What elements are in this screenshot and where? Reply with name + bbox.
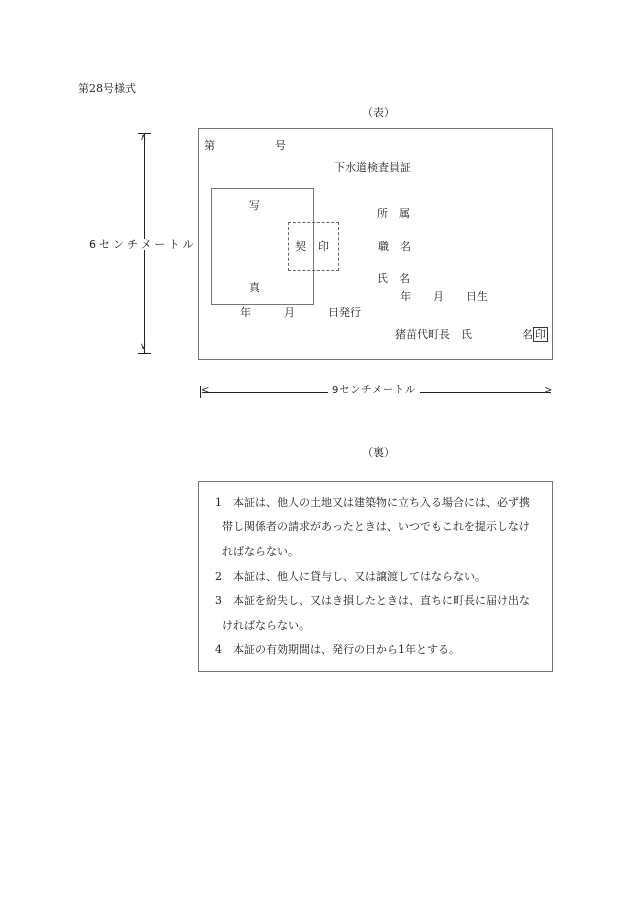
back-heading: （裏） [362, 446, 395, 459]
seal-label-right: 印 [318, 240, 329, 253]
number-suffix: 号 [275, 139, 286, 152]
number-prefix: 第 [204, 139, 215, 152]
stamp-mark: 印 [535, 328, 546, 341]
arrow-left-icon: < [201, 385, 210, 396]
rule-line: 帯し関係者の請求があったときは、いつでもこれを提示しなけ [222, 520, 530, 533]
rule-line: ればならない。 [222, 545, 299, 558]
rule-line: 1 本証は、他人の土地又は建築物に立ち入る場合には、必ず携 [215, 496, 530, 509]
photo-label-bottom: 真 [249, 281, 260, 294]
form-number: 第28号様式 [78, 82, 136, 95]
position-label: 職 名 [378, 240, 411, 253]
affiliation-label: 所 属 [377, 207, 410, 220]
arrow-down-icon: ∨ [140, 342, 147, 352]
front-heading: （表） [362, 106, 395, 119]
seal-label-left: 契 [295, 240, 306, 253]
name-end-char: 名 [522, 328, 533, 341]
issuer-label: 猪苗代町長 氏 [395, 328, 472, 341]
arrow-up-icon: ∧ [140, 133, 147, 143]
dimension-tick-bottom [138, 353, 151, 354]
issuer-name-end [522, 329, 548, 340]
birth-date-label: 年 月 日生 [400, 290, 488, 303]
card-title: 下水道検査員証 [334, 161, 411, 174]
issue-date-label: 年 月 日発行 [240, 306, 361, 319]
arrow-right-icon: > [544, 385, 553, 396]
rule-line: 3 本証を紛失し、又はき損したときは、直ちに町長に届け出な [215, 594, 530, 607]
photo-label-top: 写 [249, 199, 260, 212]
width-label: 9センチメートル [328, 386, 420, 396]
rule-line: ければならない。 [222, 619, 310, 632]
rule-line: 2 本証は、他人に貸与し、又は譲渡してはならない。 [215, 570, 486, 583]
back-card [198, 481, 553, 672]
height-label: 6センチメートル [89, 238, 197, 251]
name-label: 氏 名 [377, 272, 410, 285]
rule-line: 4 本証の有効期間は、発行の日から1年とする。 [215, 643, 460, 656]
